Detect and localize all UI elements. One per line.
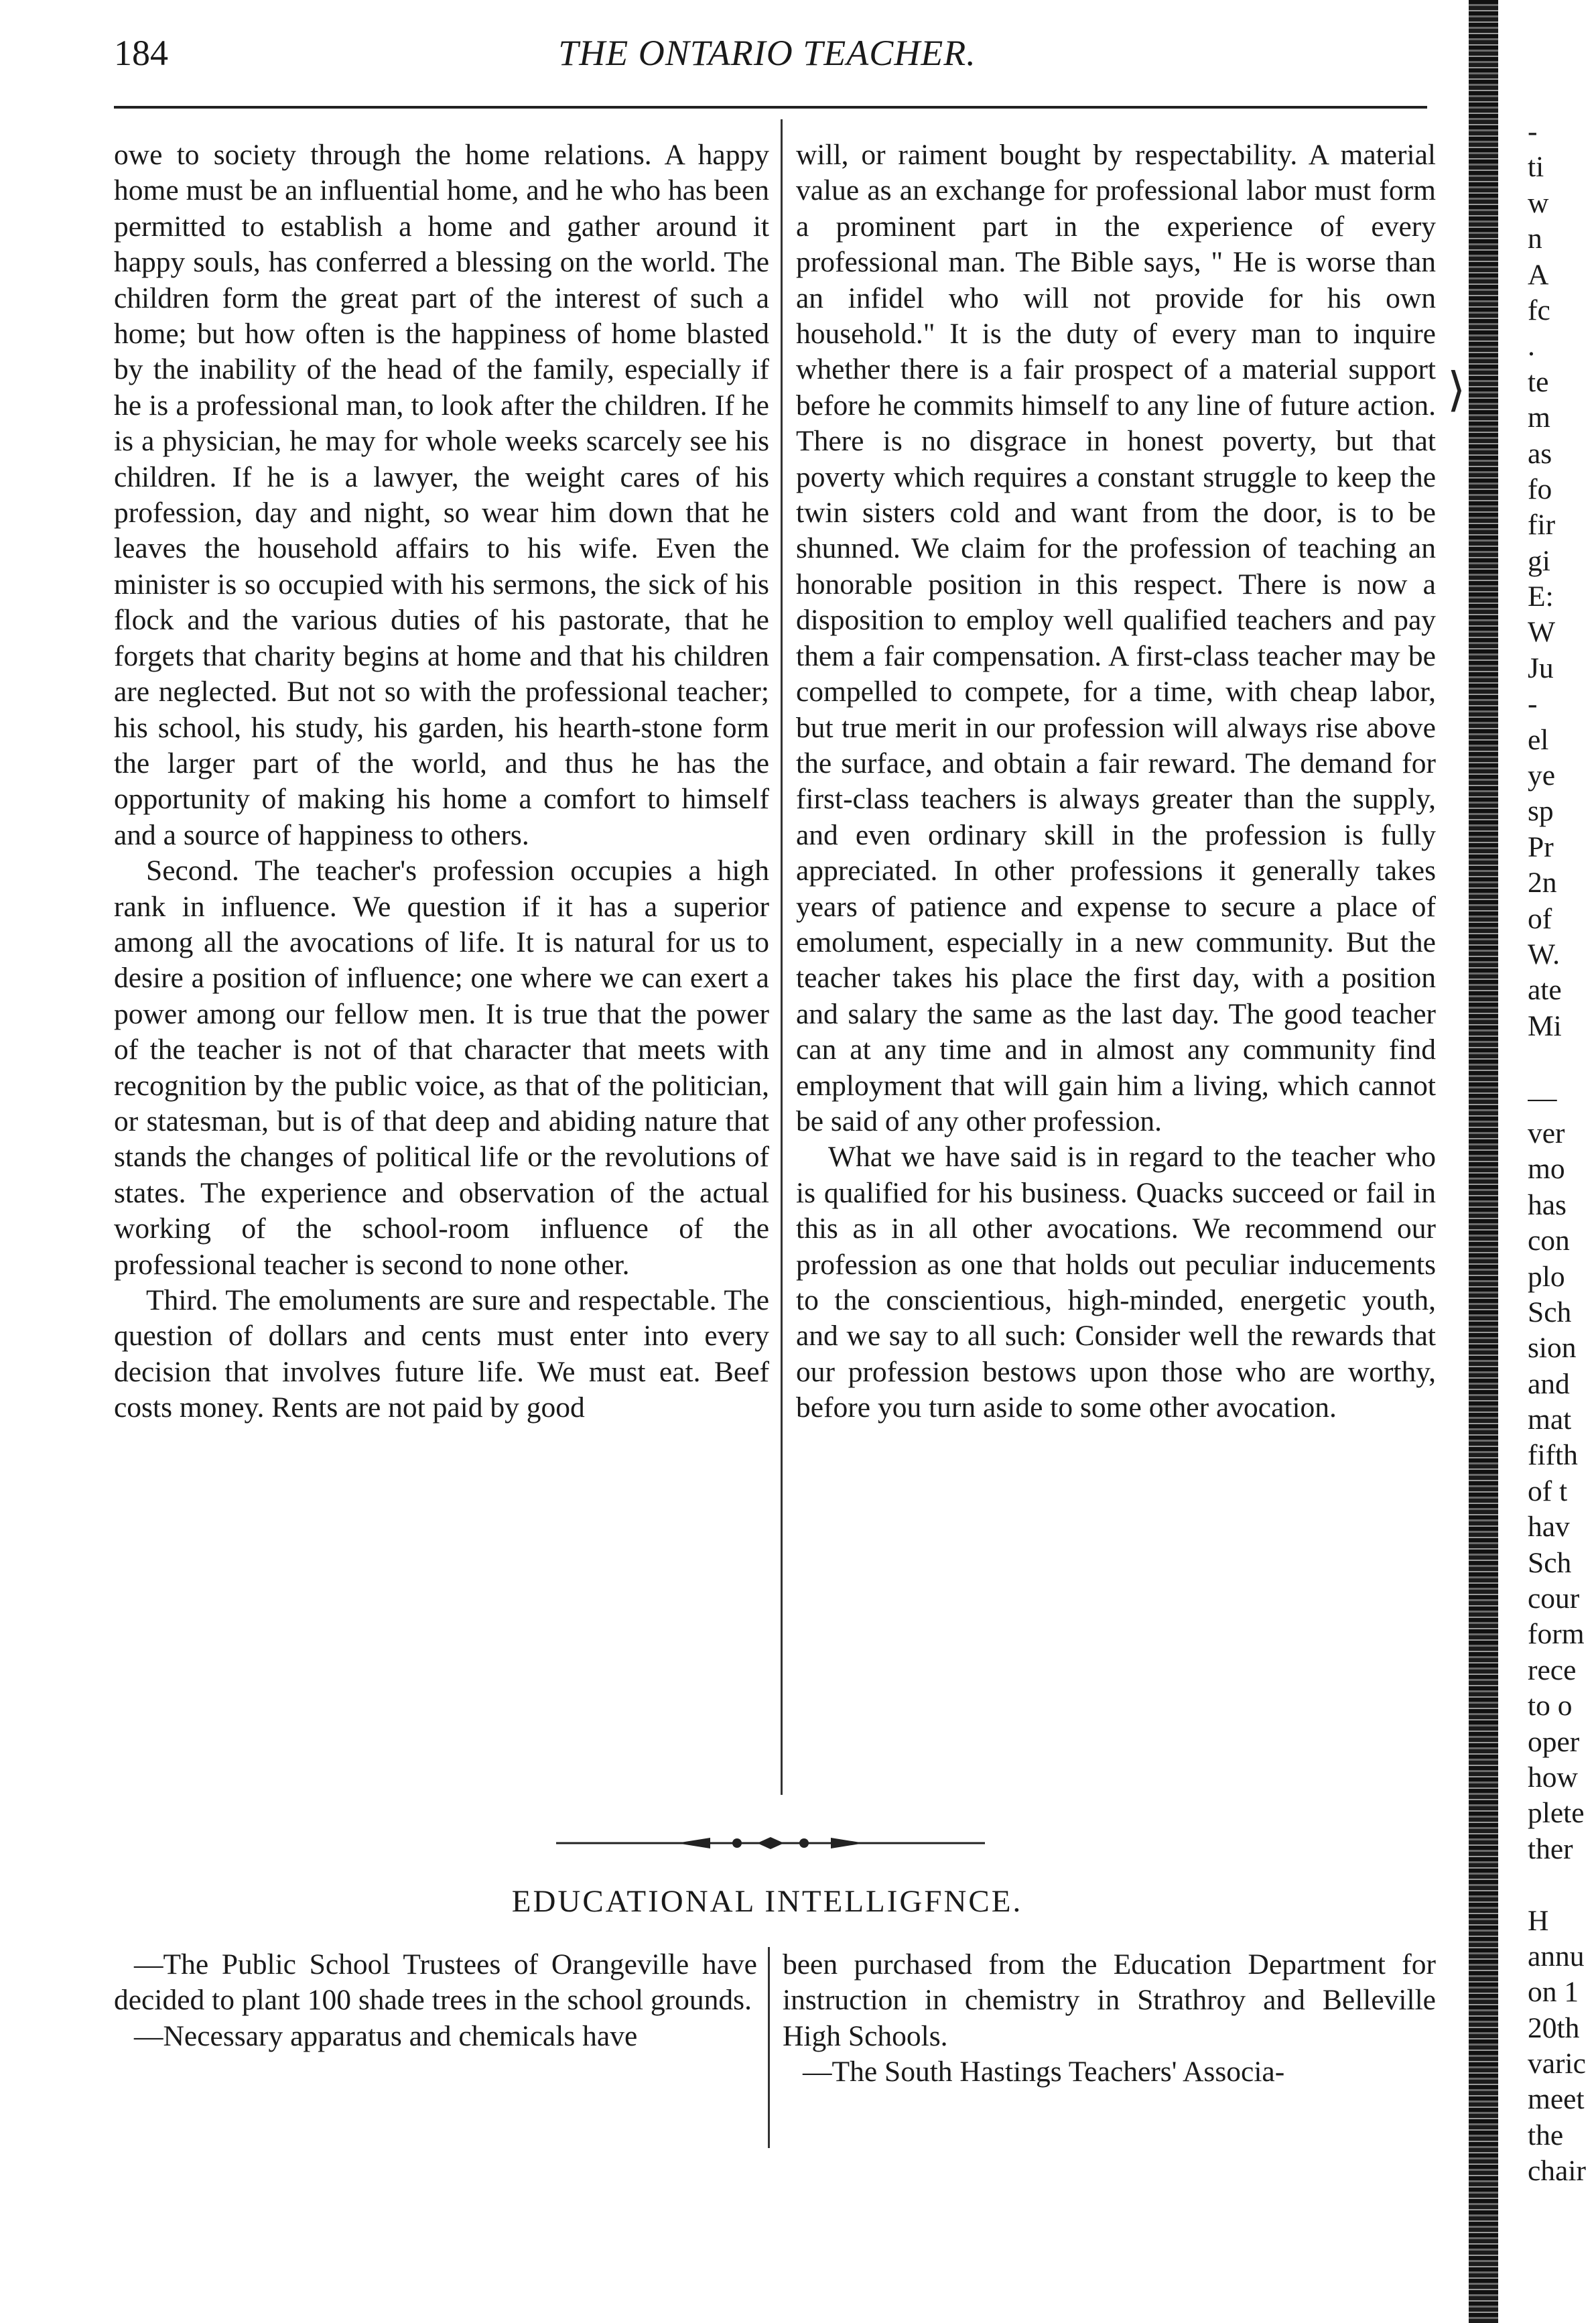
page-number: 184	[114, 33, 168, 73]
adjacent-page-fragment: w	[1528, 186, 1549, 219]
adjacent-page-fragment: E:	[1528, 580, 1554, 613]
article-paragraph: Third. The emoluments are sure and respectable. The question of dollars and cents must enter into every decision that involves future life. We must eat. Beef costs money. Rents are not paid by good	[114, 1284, 769, 1424]
adjacent-page-fragment: -	[1528, 115, 1538, 147]
adjacent-page-fragment: rece	[1528, 1653, 1577, 1686]
article-paragraph: Second. The teacher's profession occupies a high rank in influence. We question if it has a superior among all the avocations of life. It is natural for us to desire a position of influence; one where we can exert a power among our fellow men. It is true that the power of the teacher is not of that character that meets with recognition by the public voice, as that of the politician, or statesman, but is of that deep and abiding nature that stands the changes of political life or the revolutions of states. The experience and observation of the actual working of the school-room influence of the professional teacher is second to none other.	[114, 855, 769, 1281]
adjacent-page-fragment: cour	[1528, 1582, 1580, 1615]
adjacent-page-fragment: mat	[1528, 1403, 1572, 1436]
adjacent-page-fragment: ti	[1528, 151, 1544, 184]
header-rule	[114, 106, 1427, 109]
adjacent-page-fragment: sp	[1528, 795, 1554, 828]
adjacent-page-fragment: Pr	[1528, 830, 1554, 863]
column-rule	[768, 1947, 770, 2148]
adjacent-page-fragment: W	[1528, 616, 1556, 649]
adjacent-page-fragment: of	[1528, 902, 1552, 935]
adjacent-page-fragment: -	[1528, 688, 1538, 720]
adjacent-page-fragment: the	[1528, 2119, 1564, 2151]
adjacent-page-fragment: and	[1528, 1367, 1570, 1400]
article-paragraph: will, or raiment bought by respectability. A material value as an exchange for professional labor must form a prominent part in the experience of every professional man. The Bible says, " He is worse than an infidel who will not provide for his own household." It is the duty of every man to inquire whether there is a fair prospect of a material support before he commits himself to any line of future action. There is no disgrace in honest poverty, but that poverty which requires a constant struggle to keep the twin sisters cold and want from the door, is to be shunned. We claim for the profession of teaching an honorable position in this respect. There is now a disposition to employ well qualified teachers and pay them a fair compensation. A first-class teacher may be compelled to compete, for a time, with cheap labor, but true merit in our profession will always rise above the surface, and obtain a fair reward. The demand for first-class teachers is always greater than the supply, and even ordinary skill in the profession is fully appreciated. In other professions it generally takes years of patience and expense to secure a place of emolument, especially in a new community. But the teacher takes his place the first day, with a position and salary the same as the last day. The good teacher can at any time and in almost any community find employment that will gain him a living, which cannot be said of any other profession.	[796, 139, 1436, 1137]
ornament-divider	[556, 1834, 985, 1852]
binding-mark: ⟩	[1447, 365, 1466, 416]
adjacent-page-fragment: how	[1528, 1761, 1578, 1794]
adjacent-page-fragment: form	[1528, 1618, 1585, 1651]
adjacent-page-fragment: Sch	[1528, 1546, 1572, 1579]
adjacent-page-fragment: chair	[1528, 2155, 1586, 2188]
adjacent-page-fragment: 20th	[1528, 2011, 1580, 2044]
adjacent-page-fragment: ate	[1528, 974, 1562, 1007]
news-right-column	[783, 1947, 1436, 2090]
adjacent-page-fragment: Sch	[1528, 1296, 1572, 1328]
adjacent-page-fragment: .	[1528, 330, 1535, 363]
news-item: —The Public School Trustees of Orangeville have decided to plant 100 shade trees in the school grounds.	[114, 1948, 757, 2017]
adjacent-page-fragment: gi	[1528, 544, 1550, 577]
adjacent-page-fragment: fir	[1528, 509, 1556, 542]
adjacent-page-fragment: te	[1528, 365, 1549, 398]
adjacent-page-fragment: A	[1528, 258, 1549, 291]
adjacent-page-fragment: con	[1528, 1225, 1570, 1257]
adjacent-page-fragment: plete	[1528, 1797, 1585, 1830]
article-paragraph: owe to society through the home relations. A happy home must be an influential home, and he who has been permitted to establish a home and gather around it happy souls, has conferred a blessing on the world. The children form the great part of the interest of such a home; but how often is the happiness of home blasted by the inability of the head of the family, especially if he is a professional man, to look after the children. If he is a physician, he may for whole weeks scarcely see his children. If he is a lawyer, the weight cares of his profession, day and night, so wear him down that he leaves the household affairs to his wife. Even the minister is so occupied with his sermons, the sick of his flock and the various duties of his pastorate, that he forgets that charity begins at home and that his children are neglected. But not so with the professional teacher; his school, his study, his garden, his hearth-stone form the larger part of the world, and thus he has the opportunity of making his home a comfort to himself and a source of happiness to others.	[114, 139, 769, 851]
adjacent-page-fragment: Mi	[1528, 1009, 1562, 1042]
adjacent-page-fragment	[1528, 1867, 1596, 1903]
adjacent-page-fragment: hav	[1528, 1511, 1570, 1544]
adjacent-page-fragment: ther	[1528, 1832, 1573, 1865]
adjacent-page-fragment: fo	[1528, 473, 1552, 505]
news-item: —The South Hastings Teachers' Associa-	[803, 2056, 1285, 2088]
news-left-column	[114, 1947, 757, 2054]
adjacent-page-fragment: ver	[1528, 1117, 1565, 1149]
adjacent-page-fragment: H	[1528, 1904, 1549, 1937]
adjacent-page-fragment: plo	[1528, 1260, 1565, 1293]
adjacent-page-fragment: as	[1528, 437, 1552, 470]
adjacent-page-fragment: n	[1528, 223, 1542, 255]
adjacent-page-fragment: oper	[1528, 1725, 1580, 1758]
running-title: THE ONTARIO TEACHER.	[558, 33, 976, 73]
adjacent-page-fragment: on 1	[1528, 1976, 1579, 2009]
article-right-column	[796, 137, 1436, 1426]
news-item: been purchased from the Education Department for instruction in chemistry in Strathroy and Belleville High Schools.	[783, 1948, 1436, 2052]
adjacent-page-fragment: 2n	[1528, 867, 1557, 899]
article-paragraph: What we have said is in regard to the teacher who is qualified for his business. Quacks succeed or fail in this as in all other avocations. We recommend our profession as one that holds out peculiar inducements to the conscientious, high-minded, energetic youth, and we say to all such: Consider well the rewards that our profession bestows upon those who are worthy, before you turn aside to some other avocation.	[796, 1141, 1436, 1424]
adjacent-page-fragments	[1528, 114, 1596, 2190]
page-header	[114, 32, 1420, 86]
adjacent-page-fragment: Ju	[1528, 651, 1554, 684]
adjacent-page-fragment: meet	[1528, 2083, 1585, 2116]
adjacent-page-fragment: fc	[1528, 294, 1550, 326]
adjacent-page-fragment: m	[1528, 401, 1550, 434]
adjacent-page-fragment: mo	[1528, 1153, 1565, 1186]
adjacent-page-fragment: —	[1528, 1081, 1557, 1114]
adjacent-page-fragment	[1528, 1044, 1596, 1080]
adjacent-page-fragment: el	[1528, 723, 1549, 756]
adjacent-page-fragment: varic	[1528, 2048, 1586, 2080]
article-left-column	[114, 137, 769, 1426]
section-heading: EDUCATIONAL INTELLIGFNCE.	[511, 1884, 1023, 1919]
adjacent-page-fragment: sion	[1528, 1332, 1577, 1365]
adjacent-page-fragment: annu	[1528, 1940, 1585, 1972]
adjacent-page-fragment: ye	[1528, 759, 1556, 792]
adjacent-page-fragment: of t	[1528, 1474, 1568, 1507]
adjacent-page-fragment: has	[1528, 1188, 1567, 1221]
adjacent-page-fragment: fifth	[1528, 1439, 1578, 1472]
binding-gutter	[1469, 0, 1498, 2323]
column-rule	[781, 119, 783, 1795]
adjacent-page-fragment: to o	[1528, 1690, 1573, 1722]
news-item: —Necessary apparatus and chemicals have	[134, 2019, 638, 2052]
adjacent-page-fragment: W.	[1528, 938, 1560, 970]
